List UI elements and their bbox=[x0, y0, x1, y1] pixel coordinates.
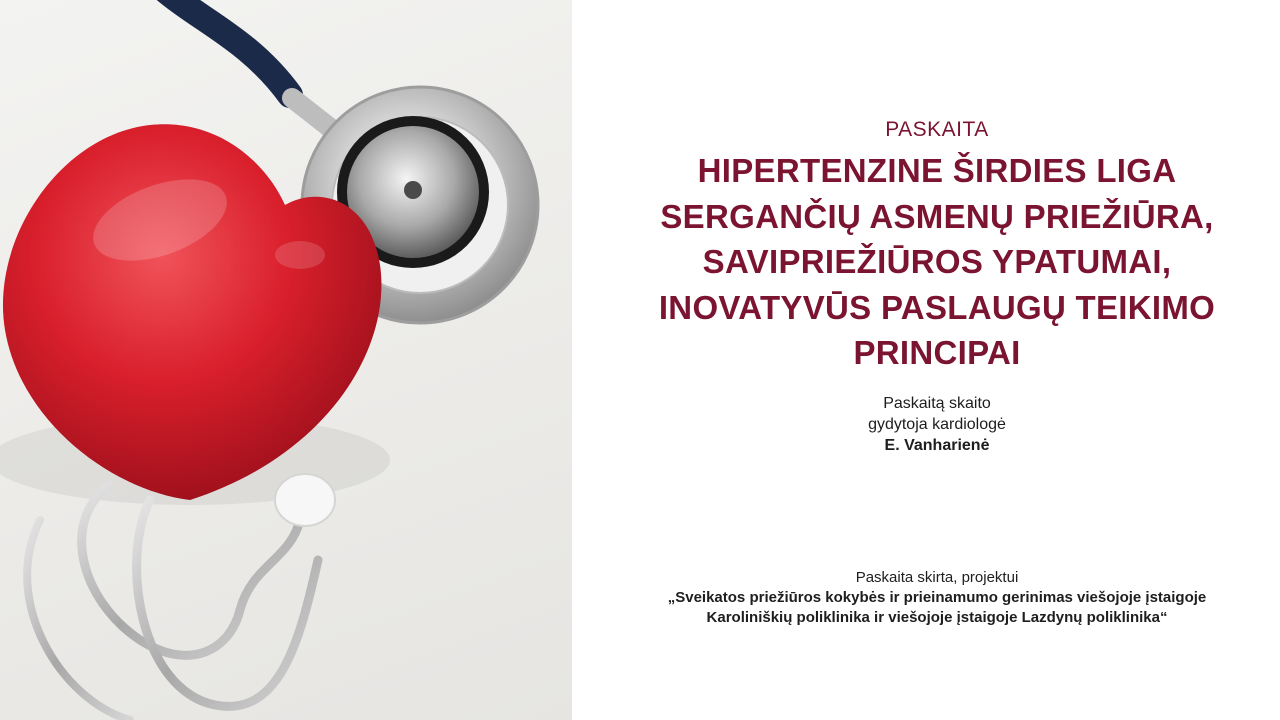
title-line-1: HIPERTENZINE ŠIRDIES LIGA bbox=[697, 152, 1177, 189]
heart-stethoscope-photo bbox=[0, 0, 572, 720]
project-name-line-1: „Sveikatos priežiūros kokybės ir prieinamumo gerinimas viešojoje įstaigoje bbox=[667, 589, 1207, 606]
text-panel bbox=[572, 0, 1280, 720]
footer-intro: Paskaita skirta, projektui bbox=[855, 569, 1019, 586]
project-name-line-2: Karoliniškių poliklinika ir viešojoje įstaigoje Lazdynų poliklinika“ bbox=[706, 609, 1168, 626]
speaker-role: gydytoja kardiologė bbox=[868, 416, 1006, 433]
speaker-info bbox=[572, 393, 1280, 456]
project-footer bbox=[572, 568, 1280, 628]
lecture-title bbox=[592, 148, 1280, 376]
speaker-name: E. Vanharienė bbox=[884, 437, 990, 454]
title-line-5: PRINCIPAI bbox=[853, 334, 1021, 371]
speaker-intro: Paskaitą skaito bbox=[883, 395, 991, 412]
lecture-label: PASKAITA bbox=[885, 118, 989, 141]
title-line-4: INOVATYVŪS PASLAUGŲ TEIKIMO bbox=[658, 288, 1216, 326]
title-line-2: SERGANČIŲ ASMENŲ PRIEŽIŪRA, bbox=[660, 197, 1214, 235]
title-line-3: SAVIPRIEŽIŪROS YPATUMAI, bbox=[702, 243, 1172, 280]
heart-stethoscope-illustration bbox=[0, 0, 572, 720]
